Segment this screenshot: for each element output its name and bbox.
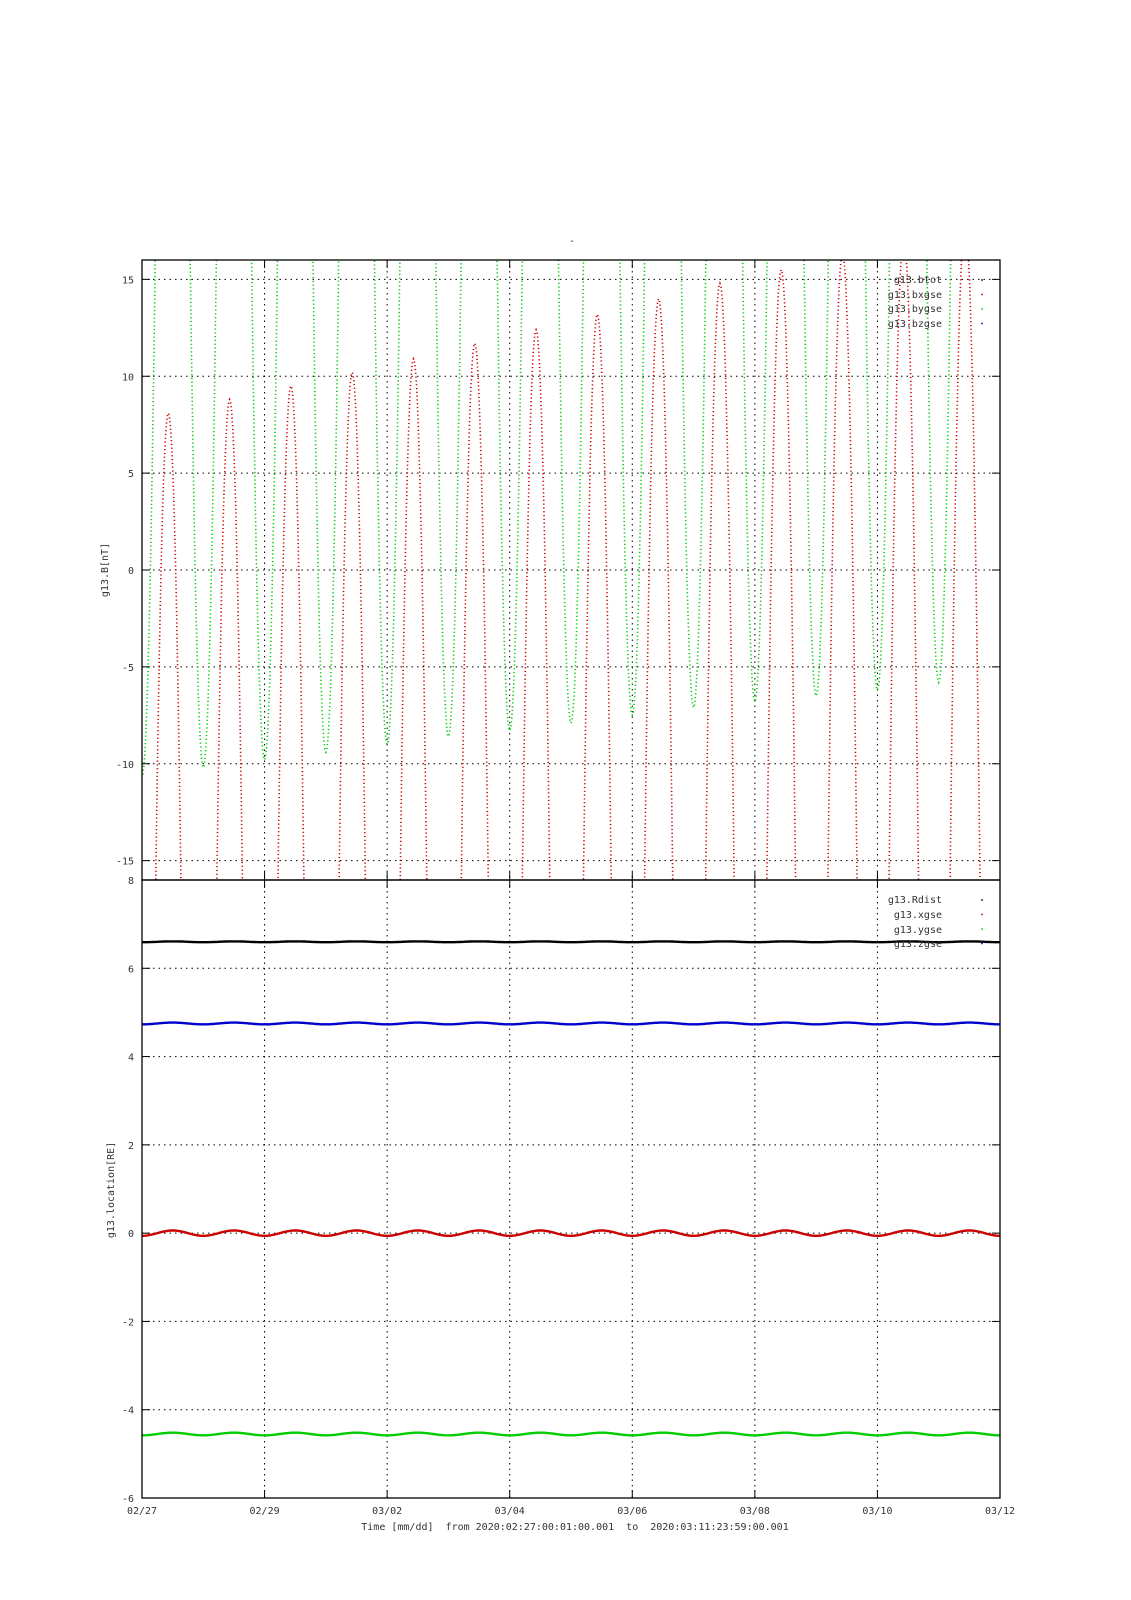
top-ytick-label-6: 15 [121,275,134,287]
legend-marker-top-3 [981,323,983,325]
bottom-plot-frame [142,880,1000,1498]
bot-ytick-label-2: -2 [121,1317,134,1329]
x-tick-label-2: 03/02 [372,1506,403,1517]
legend-bzgse: g13.bzgse [887,319,942,330]
legend-marker-bot-2 [981,928,983,930]
x-tick-label-1: 02/29 [249,1506,280,1517]
top-ytick-label-1: -10 [115,759,134,771]
bot-ytick-label-1: -4 [121,1405,134,1417]
x-axis-label: Time [mm/dd] from 2020:02:27:00:01:00.001 to 2020:03:11:23:59:00.001 [361,1522,789,1533]
legend-marker-top-2 [981,308,983,310]
legend-marker-top-0 [981,279,983,281]
location-panel [106,876,1000,1505]
top-series [121,0,983,1343]
x-tick-label-4: 03/06 [617,1506,648,1517]
chart-title: - [568,236,576,247]
top-ytick-label-3: 0 [127,566,134,577]
bot-ytick-label-7: 8 [127,876,134,887]
legend-zgse: g13.zgse [893,939,942,950]
bot-ytick-label-6: 6 [127,964,134,976]
top-ytick-label-5: 10 [121,372,134,384]
bot-ytick-label-5: 4 [127,1052,134,1064]
top-y-ticks [116,275,134,867]
magnetic-field-panel [100,0,1000,1343]
top-ytick-label-2: -5 [121,662,134,674]
top-ytick-label-0: -15 [115,856,134,868]
x-tick-label-0: 02/27 [126,1506,158,1517]
legend-marker-bot-0 [981,899,983,901]
series-ygse [142,1433,1000,1436]
series-zgse [142,1023,1000,1025]
legend-btot: g13.btot [893,275,942,286]
bottom-y-ticks [122,876,134,1505]
top-ytick-label-4: 5 [127,469,134,481]
legend-marker-top-1 [981,294,983,296]
x-tick-label-3: 03/04 [494,1506,525,1517]
legend-marker-bot-3 [981,943,983,945]
legend-bxgse: g13.bxgse [887,290,942,301]
x-tick-labels [127,1506,1015,1517]
legend-xgse: g13.xgse [893,910,942,921]
legend-rdist: g13.Rdist [887,895,942,906]
x-tick-label-6: 03/10 [862,1506,893,1517]
top-series-group [121,0,983,1343]
top-legend [888,275,983,330]
bot-ytick-label-4: 2 [127,1140,134,1152]
top-y-axis-label: g13.B[nT] [100,542,111,598]
bottom-series [142,941,1000,1435]
legend-ygse: g13.ygse [893,925,942,936]
legend-marker-bot-1 [981,914,983,916]
bottom-y-axis-label: g13.location[RE] [106,1141,117,1239]
legend-bygse: g13.bygse [887,304,942,315]
bottom-grid [142,880,1000,1498]
series-rdist [142,941,1000,942]
bot-ytick-label-0: -6 [121,1494,134,1505]
x-tick-label-7: 03/12 [984,1506,1016,1517]
bot-ytick-label-3: 0 [127,1229,134,1241]
series-bygse [121,0,958,777]
x-tick-label-5: 03/08 [739,1506,770,1517]
